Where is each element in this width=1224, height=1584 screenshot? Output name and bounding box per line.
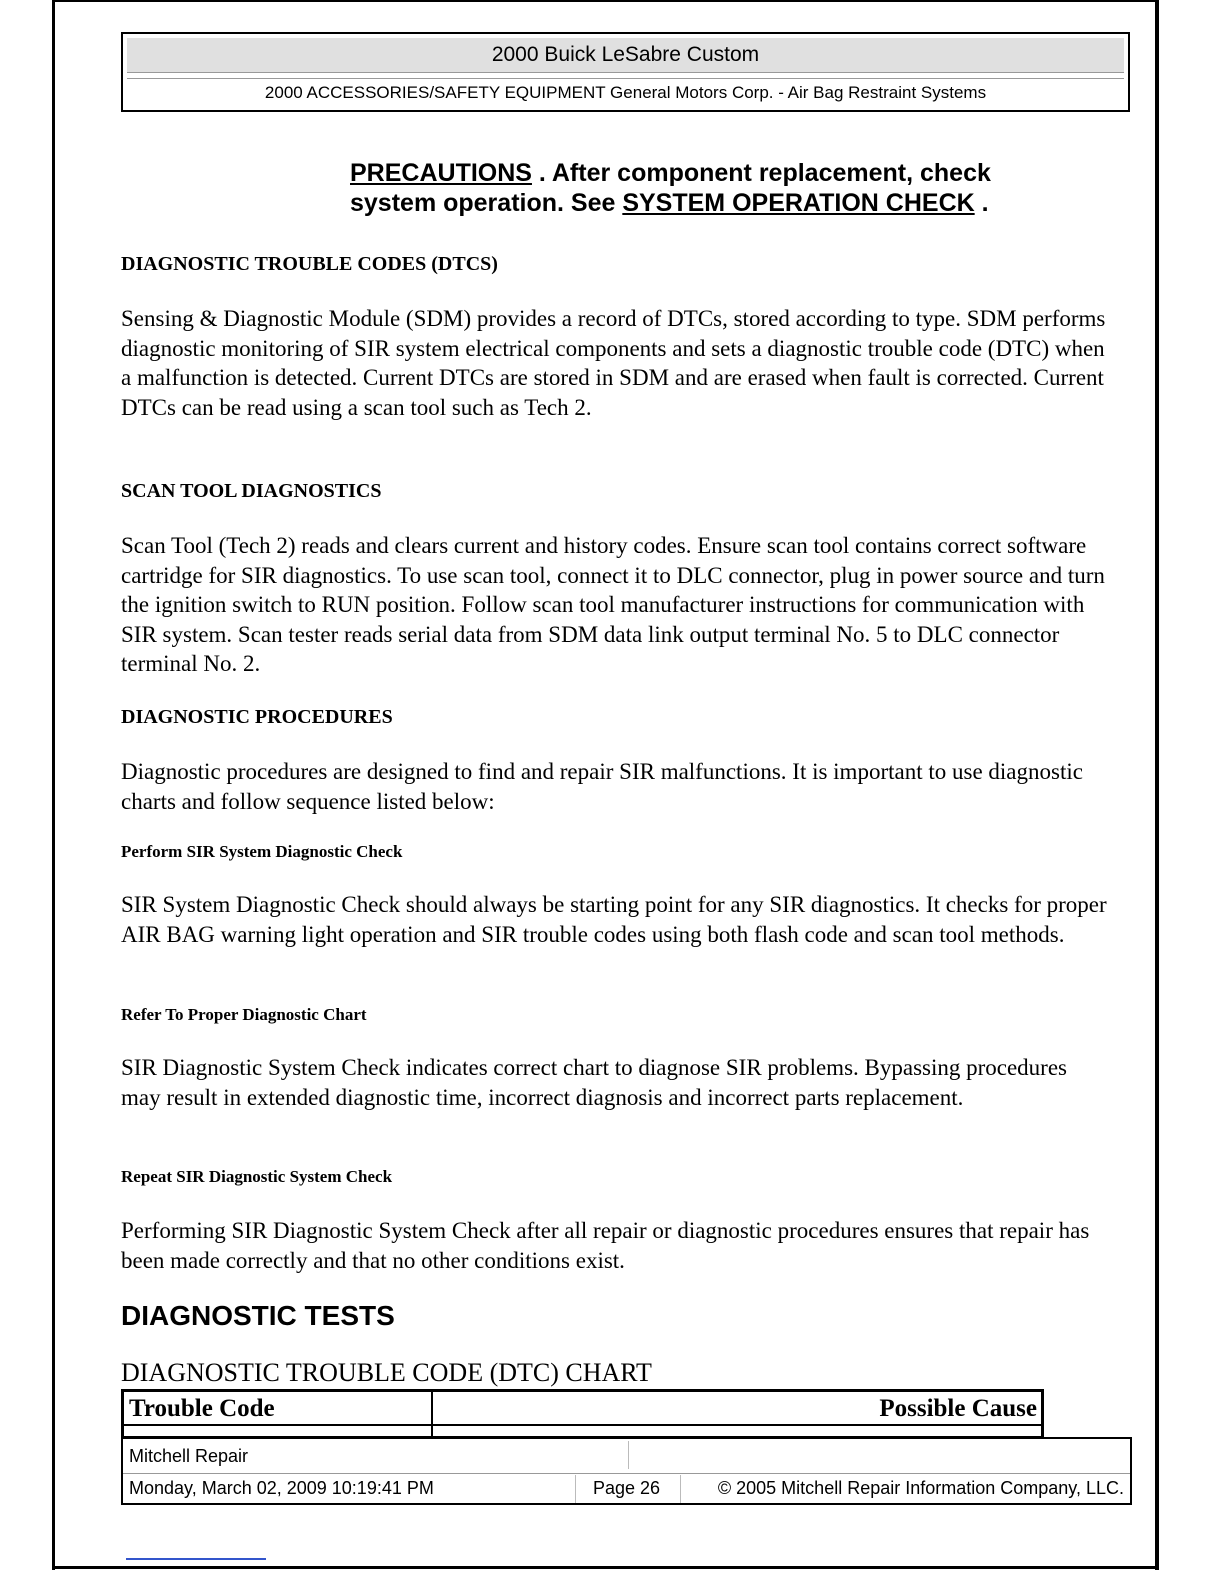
repeat-check-paragraph: Performing SIR Diagnostic System Check after all repair or diagnostic procedures ensures that repair has been made correctly and that no other conditions exist. xyxy=(121,1218,1090,1273)
footer-divider xyxy=(680,1475,681,1503)
refer-chart-heading: Refer To Proper Diagnostic Chart xyxy=(121,1005,367,1024)
scan-tool-heading: SCAN TOOL DIAGNOSTICS xyxy=(121,480,382,502)
page-border-top xyxy=(52,0,1159,2)
possible-cause-column-header: Possible Cause xyxy=(879,1395,1037,1422)
diagnostic-tests-heading: DIAGNOSTIC TESTS xyxy=(121,1300,395,1331)
perform-check-heading: Perform SIR System Diagnostic Check xyxy=(121,842,403,861)
dtc-table xyxy=(121,1389,1044,1439)
caution-text-2: . xyxy=(974,189,989,217)
table-header-divider xyxy=(124,1424,1041,1426)
caution-text-1: . After component replacement, check system operation. See xyxy=(350,159,991,217)
page-footer xyxy=(121,1437,1132,1505)
section-subtitle: 2000 ACCESSORIES/SAFETY EQUIPMENT General Motors Corp. - Air Bag Restraint Systems xyxy=(127,78,1124,107)
footer-copyright: © 2005 Mitchell Repair Information Company, LLC. xyxy=(717,1478,1124,1498)
dtc-chart-heading: DIAGNOSTIC TROUBLE CODE (DTC) CHART xyxy=(121,1358,652,1387)
refer-chart-paragraph: SIR Diagnostic System Check indicates correct chart to diagnose SIR problems. Bypassing procedures may result in extended diagnostic time, incorrect diagnosis and incorrect parts replacement. xyxy=(121,1055,1067,1110)
vehicle-title: 2000 Buick LeSabre Custom xyxy=(127,38,1124,73)
scan-tool-paragraph: Scan Tool (Tech 2) reads and clears current and history codes. Ensure scan tool contains correct software cartridge for SIR diagnostics. To use scan tool, connect it to DLC connector, plug in power source and turn the ignition switch to RUN position. Follow scan tool manufacturer instructions for communication with SIR system. Scan tester reads serial data from SDM data link output terminal No. 5 to DLC connector terminal No. 2. xyxy=(121,533,1105,676)
decorative-rule xyxy=(126,1558,266,1560)
table-column-divider xyxy=(431,1392,433,1436)
page-border-bottom xyxy=(52,1566,1159,1569)
system-operation-check-link[interactable]: SYSTEM OPERATION CHECK xyxy=(622,189,975,217)
perform-check-paragraph: SIR System Diagnostic Check should always be starting point for any SIR diagnostics. It checks for proper AIR BAG warning light operation and SIR trouble codes using both flash code and scan tool methods. xyxy=(121,892,1107,947)
footer-brand: Mitchell Repair xyxy=(129,1446,249,1466)
procedures-paragraph: Diagnostic procedures are designed to find and repair SIR malfunctions. It is important to use diagnostic charts and follow sequence listed below: xyxy=(121,759,1083,814)
footer-divider xyxy=(628,1441,629,1469)
document-header xyxy=(121,32,1130,112)
repeat-check-heading: Repeat SIR Diagnostic System Check xyxy=(121,1167,393,1186)
dtcs-heading: DIAGNOSTIC TROUBLE CODES (DTCS) xyxy=(121,253,498,275)
caution-note xyxy=(350,158,1070,218)
footer-divider xyxy=(575,1475,576,1503)
dtcs-paragraph: Sensing & Diagnostic Module (SDM) provides a record of DTCs, stored according to type. SDM performs diagnostic monitoring of SIR system electrical components and sets a diagnostic trouble code (DTC) when a malfunction is detected. Current DTCs are stored in SDM and are erased when fault is corrected. Current DTCs can be read using a scan tool such as Tech 2. xyxy=(121,306,1106,420)
page-border-right xyxy=(1155,0,1159,1570)
footer-page-number: Page 26 xyxy=(593,1478,661,1498)
procedures-heading: DIAGNOSTIC PROCEDURES xyxy=(121,706,393,728)
footer-top-row xyxy=(123,1439,1130,1474)
precautions-link[interactable]: PRECAUTIONS xyxy=(350,159,532,187)
page-border-left xyxy=(52,0,55,1570)
trouble-code-column-header: Trouble Code xyxy=(129,1395,275,1422)
footer-timestamp: Monday, March 02, 2009 10:19:41 PM xyxy=(129,1478,434,1498)
